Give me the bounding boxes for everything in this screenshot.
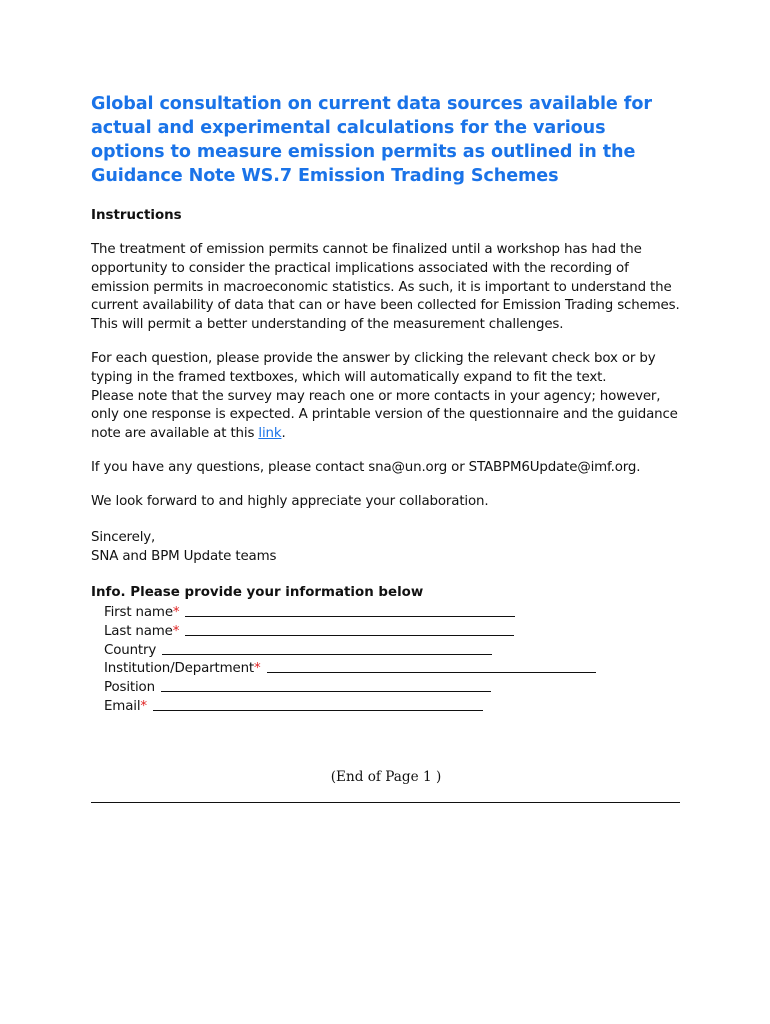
- intro-paragraph: The treatment of emission permits cannot be finalized until a workshop has had the opportunity to consider the practical implications associated with the recording of emission permits in macroeconomic statistics. As such, it is important to understand the current availability of data that can or have been collected for Emission Trading schemes. This will permit a better understanding of the measurement challenges.: [91, 242, 680, 333]
- last-name-input-line[interactable]: [185, 635, 514, 636]
- required-marker: *: [172, 623, 180, 639]
- page-divider: [91, 802, 680, 803]
- closing-salutation: Sincerely,: [91, 529, 156, 545]
- survey-page: [91, 92, 681, 785]
- first-name-label: First name: [104, 605, 173, 621]
- first-name-field: [104, 602, 681, 621]
- contact-paragraph: If you have any questions, please contact sna@un.org or STABPM6Update@imf.org.: [91, 459, 641, 475]
- email-label: Email: [104, 698, 141, 714]
- page-title: Global consultation on current data sources available for actual and experimental calculations for the various options to measure emission permits as outlined in the Guidance Note WS.7 Emission Trading Schemes: [91, 94, 652, 186]
- email-field: [104, 695, 681, 714]
- contacts-note-text: Please note that the survey may reach one or more contacts in your agency; however, only one response is expected. A printable version of the questionnaire and the guidance note are available at this: [91, 388, 678, 442]
- required-marker: *: [172, 605, 180, 621]
- institution-field: [104, 658, 681, 677]
- instructions-heading: Instructions: [91, 208, 182, 223]
- contacts-note-end: .: [281, 426, 286, 442]
- required-marker: *: [254, 661, 261, 677]
- answer-instructions-paragraph: For each question, please provide the answer by clicking the relevant check box or by typing in the framed textboxes, which will automatically expand to fit the text.: [91, 350, 656, 385]
- country-field: [104, 639, 681, 658]
- collaboration-paragraph: We look forward to and highly appreciate your collaboration.: [91, 493, 489, 509]
- info-heading: Info. Please provide your information below: [91, 584, 424, 600]
- institution-input-line[interactable]: [267, 672, 596, 673]
- last-name-field: [104, 620, 681, 639]
- first-name-input-line[interactable]: [185, 616, 515, 617]
- contacts-note-paragraph: [91, 388, 681, 444]
- institution-label: Institution/Department: [104, 661, 255, 677]
- end-of-page-note: (End of Page 1 ): [330, 769, 442, 785]
- position-label: Position: [104, 680, 155, 695]
- position-input-line[interactable]: [161, 691, 491, 692]
- closing-block: [91, 528, 681, 566]
- email-input-line[interactable]: [153, 710, 483, 711]
- closing-signature: SNA and BPM Update teams: [91, 548, 277, 564]
- country-label: Country: [104, 642, 157, 658]
- country-input-line[interactable]: [162, 654, 492, 655]
- position-field: [104, 676, 681, 695]
- required-marker: *: [140, 698, 147, 714]
- questionnaire-link[interactable]: link: [258, 426, 282, 442]
- last-name-label: Last name: [104, 623, 173, 639]
